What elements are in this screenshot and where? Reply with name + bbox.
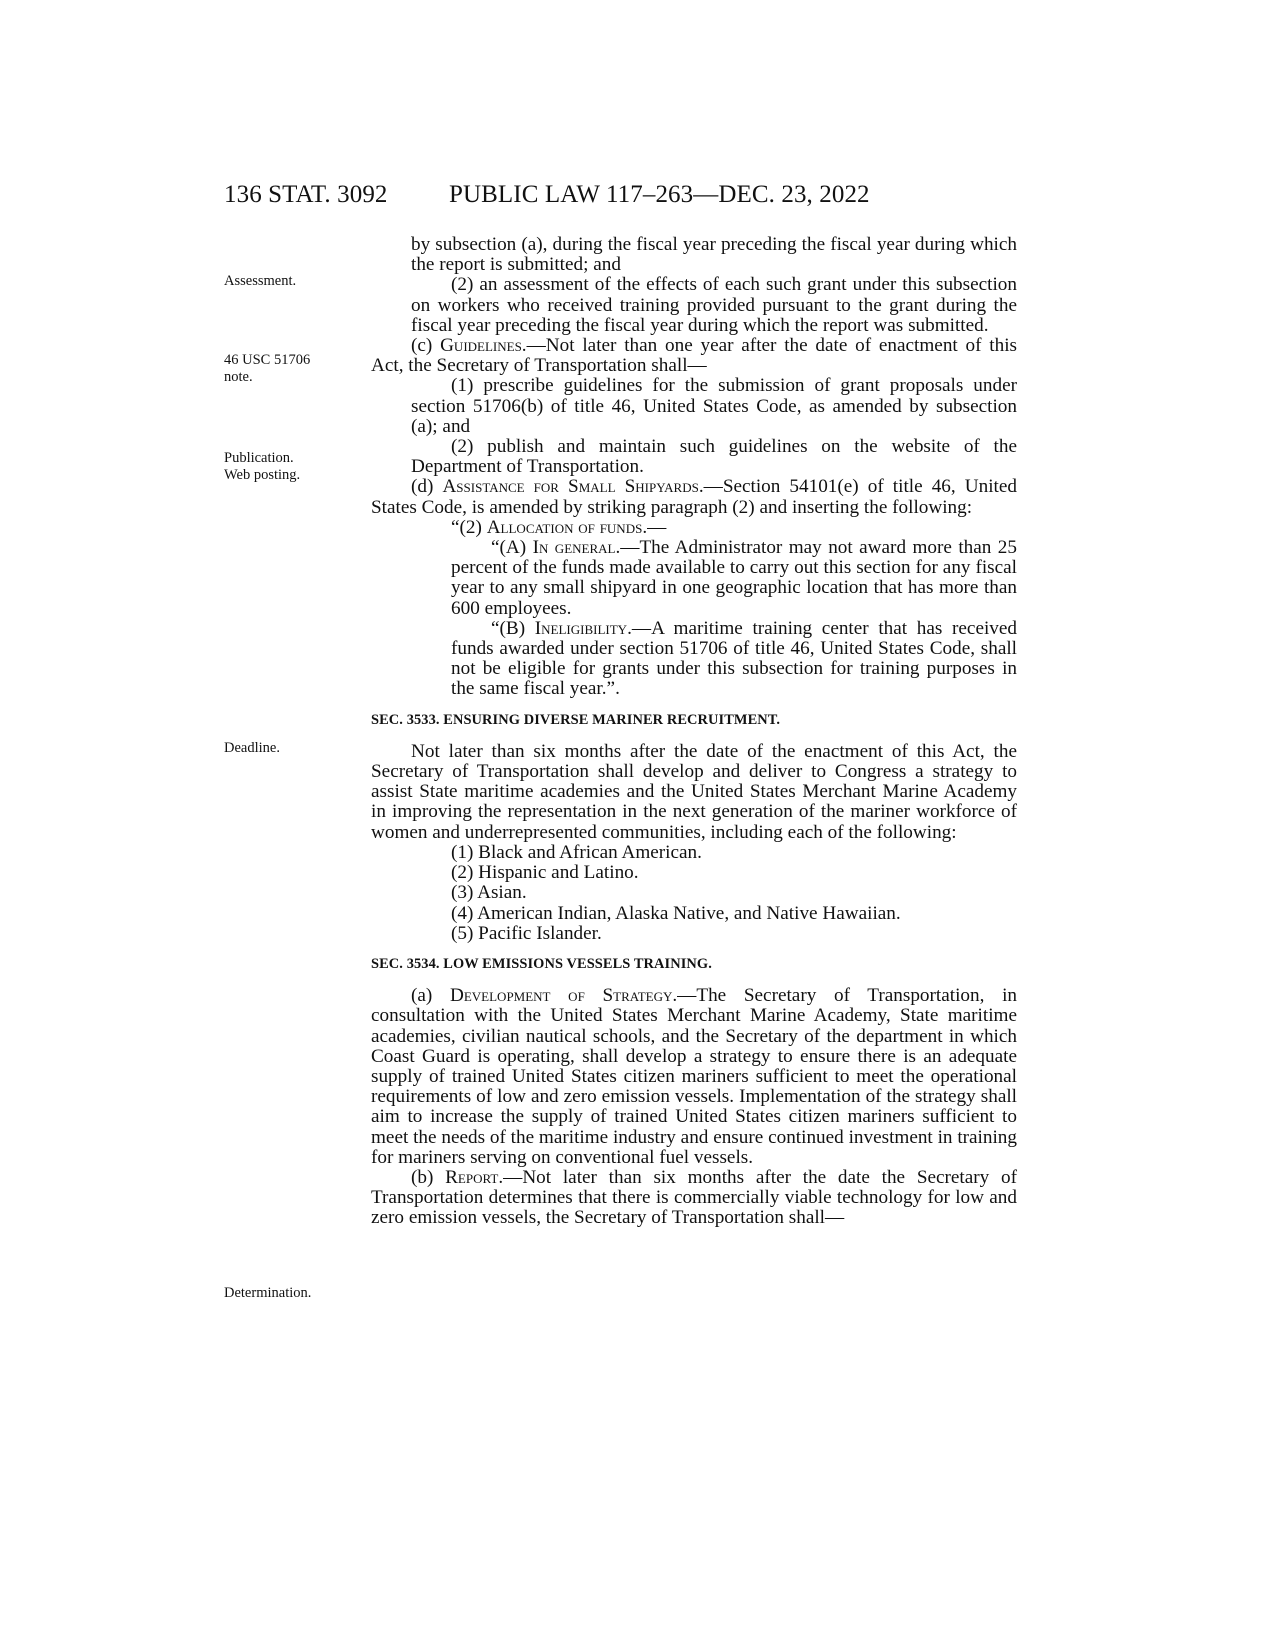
list-item: (4) American Indian, Alaska Native, and Native Hawaiian. xyxy=(451,902,901,924)
subsection-small-shipyards xyxy=(371,477,1017,517)
subsection-text: —Not later than six months after the date the Secretary of Transportation determines that there is commercially viable technology for low and zero emission vessels, the Secretary of Transportation shall— xyxy=(371,1166,1017,1229)
paragraph-prescribe: (1) prescribe guidelines for the submission of grant proposals under section 51706(b) of title 46, United States Code, as amended by subsection (a); and xyxy=(411,375,1017,437)
margin-note-assessment: Assessment. xyxy=(224,273,297,289)
margin-note-usc-line1: 46 USC 51706 xyxy=(224,352,311,368)
subsection-report xyxy=(371,1168,1017,1229)
margin-note-deadline: Deadline. xyxy=(224,740,280,756)
paragraph-continuation: by subsection (a), during the fiscal year preceding the fiscal year during which the report is submitted; and xyxy=(411,234,1017,276)
subparagraph-heading: Ineligibility. xyxy=(534,617,632,639)
subparagraph-label: “(A) xyxy=(491,537,533,559)
subsection-label: (c) xyxy=(411,335,441,357)
subparagraph-ineligibility xyxy=(371,619,1017,700)
statute-body xyxy=(371,235,1017,1229)
section-text-3533: Not later than six months after the date of the enactment of this Act, the Secretary of Transportation shall develop and deliver to Congress a strategy to assist State maritime academies and the United States Merchant Marine Academy in improving the representation in the next generation of the mariner workforce of women and underrepresented communities, including each of the following: xyxy=(371,740,1017,843)
subsection-label: (d) xyxy=(411,476,443,498)
statute-page-number: 136 STAT. 3092 xyxy=(224,181,388,208)
subsection-heading: Assistance for Small Shipyards. xyxy=(442,476,704,498)
subparagraph-heading: In general. xyxy=(532,537,621,559)
list-item: (2) Hispanic and Latino. xyxy=(451,862,639,884)
margin-note-usc-line2: note. xyxy=(224,369,253,385)
paragraph-heading: Allocation of funds. xyxy=(486,516,648,538)
margin-note-publication xyxy=(224,450,300,484)
subsection-heading: Development of Strategy. xyxy=(449,985,678,1007)
list-item: (5) Pacific Islander. xyxy=(451,922,602,944)
margin-note-determination: Determination. xyxy=(224,1285,312,1301)
subsection-guidelines xyxy=(371,336,1017,376)
margin-note-publication-line1: Publication. xyxy=(224,450,294,466)
subsection-heading: Report. xyxy=(445,1166,504,1188)
paragraph-assessment: (2) an assessment of the effects of each such grant under this subsection on workers who received training provided pursuant to the grant during the fiscal year preceding the fiscal year during which the report was submitted. xyxy=(411,274,1017,336)
subparagraph-text: —The Administrator may not award more than 25 percent of the funds made available to carry out this section for any fiscal year to any small shipyard in one geographic location that has more than 600 employees. xyxy=(451,537,1017,619)
running-head-title: PUBLIC LAW 117–263—DEC. 23, 2022 xyxy=(449,181,870,208)
subsection-label: (b) xyxy=(411,1166,446,1188)
subparagraph-in-general xyxy=(371,538,1017,619)
list-item: (1) Black and African American. xyxy=(451,841,702,863)
subsection-text: —The Secretary of Transportation, in consultation with the United States Merchant Marine Academy, State maritime academies, civilian nautical schools, and the Secretary of the department in which Coast Guard is operating, shall develop a strategy to ensure there is an adequate supply of trained United States citizen mariners sufficient to meet the operational requirements of low and zero emission vessels. Implementation of the strategy shall aim to increase the supply of trained United States citizen mariners sufficient to meet the needs of the maritime industry and ensure continued investment in training for mariners serving on conventional fuel vessels. xyxy=(371,985,1017,1168)
paragraph-dash: — xyxy=(647,516,667,538)
margin-note-web-posting: Web posting. xyxy=(224,467,301,483)
subsection-label: (a) xyxy=(411,985,450,1007)
subparagraph-label: “(B) xyxy=(491,617,535,639)
paragraph-label: “(2) xyxy=(451,516,487,538)
subsection-text: —Section 54101(e) of title 46, United States Code, is amended by striking paragraph (2) and inserting the following: xyxy=(371,476,1017,518)
section-heading-3533: SEC. 3533. ENSURING DIVERSE MARINER RECRUITMENT. xyxy=(371,711,781,728)
subsection-heading: Guidelines. xyxy=(440,335,527,357)
community-list xyxy=(371,843,1017,944)
subsection-text: —Not later than one year after the date of enactment of this Act, the Secretary of Transportation shall— xyxy=(371,335,1017,377)
list-item: (3) Asian. xyxy=(451,882,527,904)
subparagraph-text: —A maritime training center that has received funds awarded under section 51706 of title 46, United States Code, shall not be eligible for grants under this subsection for training purposes in the same fiscal year.”. xyxy=(451,617,1017,700)
section-heading-3534: SEC. 3534. LOW EMISSIONS VESSELS TRAINING. xyxy=(371,955,712,972)
margin-note-usc xyxy=(224,352,310,386)
paragraph-publish: (2) publish and maintain such guidelines on the website of the Department of Transportation. xyxy=(411,436,1017,478)
subsection-development-of-strategy xyxy=(371,986,1017,1168)
paragraph-allocation xyxy=(371,518,1017,538)
